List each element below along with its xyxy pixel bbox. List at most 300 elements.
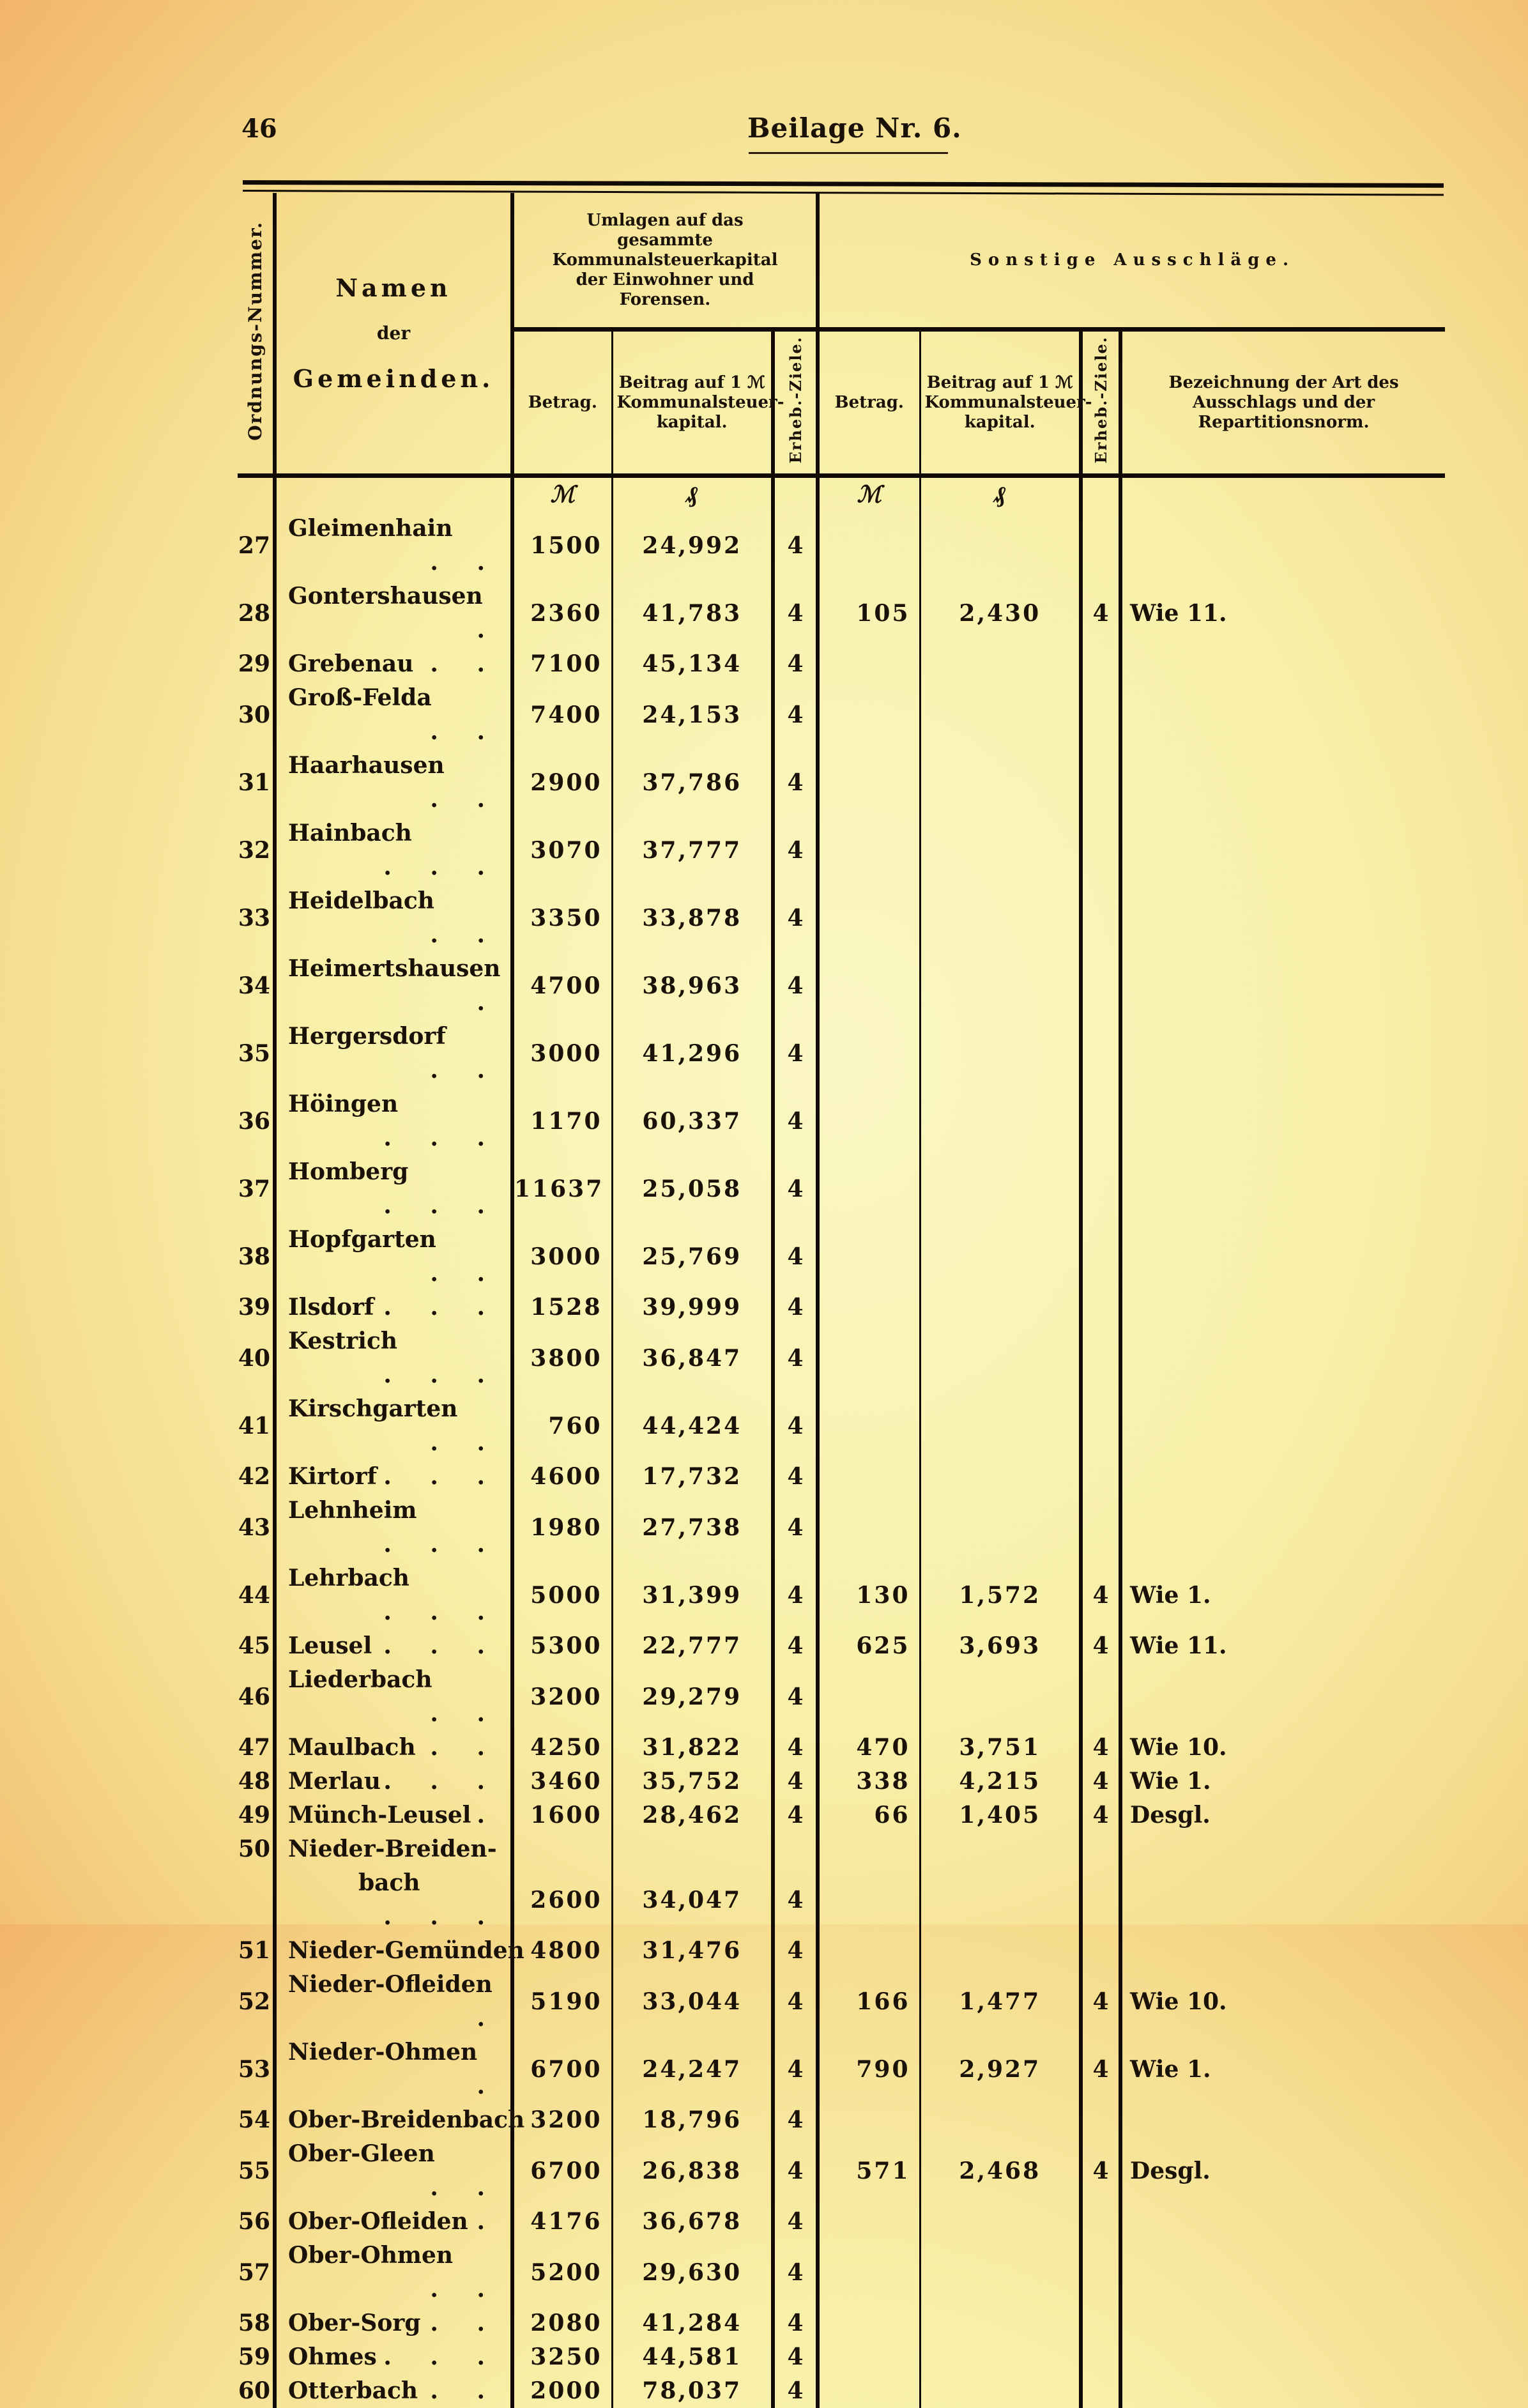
bezeichnung-cell (1120, 952, 1445, 1020)
sonstige-betrag-cell (818, 1087, 920, 1155)
sonstige-ziele-cell (1081, 1866, 1120, 1934)
row-number: 31 (238, 769, 270, 796)
betrag-cell: 6700 (512, 2137, 612, 2205)
bezeichnung-cell (1120, 817, 1445, 884)
sonstige-betrag-cell (818, 681, 920, 749)
municipality-name-text: Leusel (288, 1632, 372, 1659)
municipality-name-text: Nieder-Breiden- (288, 1836, 497, 1862)
erheb-ziele-cell: 4 (773, 884, 818, 952)
beitrag-cell: 28,462 (612, 1798, 773, 1832)
sonstige-ziele-cell: 4 (1081, 1968, 1120, 2036)
sonstige-beitrag-cell (920, 2306, 1081, 2340)
leader-dots: . . (430, 1429, 500, 1456)
sonstige-beitrag-cell (920, 2103, 1081, 2137)
table-row (238, 512, 1445, 579)
erheb-ziele-cell: 4 (773, 1798, 818, 1832)
row-number: 49 (238, 1802, 270, 1829)
bezeichnung-cell (1120, 681, 1445, 749)
betrag-cell: 3250 (512, 2340, 612, 2374)
bezeichnung-cell: Wie 11. (1120, 579, 1445, 647)
table-row (238, 2205, 1445, 2239)
bezeichnung-cell (1120, 2239, 1445, 2306)
leader-dots: . . . (383, 1768, 500, 1795)
municipality-name-text: Nieder-Gemünden (288, 1937, 524, 1964)
table-row (238, 884, 1445, 952)
sonstige-betrag-cell (818, 1832, 920, 1866)
sonstige-betrag-cell: 790 (818, 2036, 920, 2103)
header-beitrag-kapital: Beitrag auf 1 ℳ Kommunalsteuer-kapital. (612, 330, 773, 476)
sonstige-ziele-cell: 4 (1081, 1731, 1120, 1765)
units-row (238, 476, 1445, 512)
table-row (238, 1291, 1445, 1324)
sonstige-ziele-cell: 4 (1081, 1798, 1120, 1832)
header-ordnungs-nummer-label: Ordnungs-Nummer. (245, 220, 266, 441)
beitrag-cell: 37,777 (612, 817, 773, 884)
sonstige-ziele-cell (1081, 2103, 1120, 2137)
sonstige-betrag-cell (818, 1155, 920, 1223)
bezeichnung-cell (1120, 1324, 1445, 1392)
table-row (238, 1494, 1445, 1561)
page-title: Beilage Nr. 6. (747, 112, 962, 144)
betrag-cell: 3800 (512, 1324, 612, 1392)
municipality-name (275, 1155, 512, 1223)
sonstige-beitrag-cell (920, 1392, 1081, 1460)
sonstige-ziele-cell (1081, 1020, 1120, 1087)
assessment-table (238, 193, 1445, 2408)
sonstige-ziele-cell: 4 (1081, 1561, 1120, 1629)
row-number: 47 (238, 1734, 270, 1761)
row-number: 27 (238, 532, 270, 559)
leader-dots: . . . (383, 1531, 500, 1558)
municipality-name (275, 2205, 512, 2239)
table-row (238, 1731, 1445, 1765)
row-number: 48 (238, 1768, 270, 1795)
sonstige-betrag-cell: 105 (818, 579, 920, 647)
sonstige-ziele-cell (1081, 1223, 1120, 1291)
table-row (238, 2137, 1445, 2205)
table-row (238, 1087, 1445, 1155)
leader-dots: . (477, 2208, 500, 2235)
row-number: 30 (238, 701, 270, 728)
erheb-ziele-cell: 4 (773, 2205, 818, 2239)
municipality-name (275, 817, 512, 884)
municipality-name (275, 1460, 512, 1494)
table-row (238, 817, 1445, 884)
bezeichnung-cell (1120, 884, 1445, 952)
row-number: 37 (238, 1175, 270, 1202)
beitrag-cell: 33,044 (612, 1968, 773, 2036)
municipality-name-text: Ober-Breidenbach (288, 2106, 525, 2133)
erheb-ziele-cell: 4 (773, 1866, 818, 1934)
sonstige-betrag-cell: 625 (818, 1629, 920, 1663)
sonstige-beitrag-cell (920, 952, 1081, 1020)
row-number: 35 (238, 1039, 270, 1067)
erheb-ziele-cell: 4 (773, 2239, 818, 2306)
betrag-cell: 5190 (512, 1968, 612, 2036)
bezeichnung-cell (1120, 1832, 1445, 1866)
row-number: 33 (238, 904, 270, 932)
betrag-cell: 2000 (512, 2374, 612, 2408)
sonstige-beitrag-cell (920, 1866, 1081, 1934)
betrag-cell: 3000 (512, 1020, 612, 1087)
sonstige-beitrag-cell (920, 647, 1081, 681)
sonstige-ziele-cell (1081, 952, 1120, 1020)
municipality-name-text: Otterbach (288, 2377, 418, 2404)
sonstige-ziele-cell (1081, 2306, 1120, 2340)
municipality-name (275, 1832, 512, 1866)
beitrag-cell: 41,296 (612, 1020, 773, 1087)
municipality-name (275, 749, 512, 817)
beitrag-cell: 18,796 (612, 2103, 773, 2137)
beitrag-cell: 41,284 (612, 2306, 773, 2340)
bezeichnung-cell (1120, 2205, 1445, 2239)
municipality-name (275, 1020, 512, 1087)
table-row (238, 1392, 1445, 1460)
bezeichnung-cell: Wie 1. (1120, 1765, 1445, 1798)
sonstige-ziele-cell (1081, 1324, 1120, 1392)
sonstige-betrag-cell (818, 1866, 920, 1934)
erheb-ziele-cell: 4 (773, 1291, 818, 1324)
row-number: 56 (238, 2208, 270, 2235)
beitrag-cell: 22,777 (612, 1629, 773, 1663)
sonstige-betrag-cell (818, 1324, 920, 1392)
table-row (238, 647, 1445, 681)
erheb-ziele-cell: 4 (773, 681, 818, 749)
betrag-cell: 760 (512, 1392, 612, 1460)
bezeichnung-cell (1120, 2340, 1445, 2374)
betrag-cell: 3070 (512, 817, 612, 884)
sonstige-ziele-cell (1081, 1663, 1120, 1731)
leader-dots: . . . (383, 1599, 500, 1625)
header-umlagen-group: Umlagen auf das gesammte Kommunalsteuerkapital der Einwohner und Forensen. (512, 193, 818, 330)
sonstige-betrag-cell (818, 1460, 920, 1494)
municipality-name-text: Lehrbach (288, 1565, 409, 1591)
municipality-name-text: Münch-Leusel (288, 1802, 471, 1829)
sonstige-betrag-cell (818, 2306, 920, 2340)
header-betrag-2: Betrag. (818, 330, 920, 476)
beitrag-cell: 26,838 (612, 2137, 773, 2205)
beitrag-cell: 44,581 (612, 2340, 773, 2374)
header-sonstige-group: Sonstige Ausschläge. (818, 193, 1445, 330)
bezeichnung-cell (1120, 1155, 1445, 1223)
betrag-cell: 3200 (512, 2103, 612, 2137)
sonstige-beitrag-cell (920, 681, 1081, 749)
municipality-name-text: Kirschgarten (288, 1395, 458, 1422)
row-number: 41 (238, 1412, 270, 1439)
beitrag-cell: 33,878 (612, 884, 773, 952)
betrag-cell: 3350 (512, 884, 612, 952)
sonstige-ziele-cell (1081, 2340, 1120, 2374)
beitrag-cell: 36,847 (612, 1324, 773, 1392)
beitrag-cell: 60,337 (612, 1087, 773, 1155)
betrag-cell: 4600 (512, 1460, 612, 1494)
municipality-name-text: Ober-Ohmen (288, 2242, 454, 2269)
sonstige-beitrag-cell: 3,693 (920, 1629, 1081, 1663)
beitrag-cell: 38,963 (612, 952, 773, 1020)
sonstige-beitrag-cell (920, 1291, 1081, 1324)
table-row (238, 1155, 1445, 1223)
table-row (238, 1629, 1445, 1663)
table-row (238, 2103, 1445, 2137)
table-row (238, 2036, 1445, 2103)
erheb-ziele-cell: 4 (773, 1968, 818, 2036)
header-namen-line1: Namen (335, 273, 452, 302)
table-row (238, 681, 1445, 749)
municipality-name (275, 2239, 512, 2306)
table-row (238, 1663, 1445, 1731)
municipality-name (275, 1934, 524, 1968)
bezeichnung-cell (1120, 1866, 1445, 1934)
erheb-ziele-cell: 4 (773, 817, 818, 884)
row-number: 32 (238, 836, 270, 864)
sonstige-betrag-cell (818, 952, 920, 1020)
sonstige-beitrag-cell (920, 884, 1081, 952)
row-number: 44 (238, 1581, 270, 1609)
row-number: 55 (238, 2157, 270, 2184)
sonstige-betrag-cell (818, 884, 920, 952)
municipality-name-text: Homberg (288, 1158, 409, 1185)
municipality-name (275, 884, 512, 952)
erheb-ziele-cell: 4 (773, 579, 818, 647)
municipality-name (275, 1968, 512, 2036)
erheb-ziele-cell: 4 (773, 647, 818, 681)
header-namen-line2: der (376, 323, 411, 344)
sonstige-beitrag-cell: 2,927 (920, 2036, 1081, 2103)
row-number: 59 (238, 2343, 270, 2370)
sonstige-betrag-cell (818, 2239, 920, 2306)
municipality-name (275, 1561, 512, 1629)
bezeichnung-cell (1120, 1223, 1445, 1291)
betrag-cell: 5000 (512, 1561, 612, 1629)
table-row (238, 2374, 1445, 2408)
sonstige-beitrag-cell (920, 1934, 1081, 1968)
sonstige-ziele-cell (1081, 512, 1120, 579)
beitrag-cell: 41,783 (612, 579, 773, 647)
betrag-cell: 3200 (512, 1663, 612, 1731)
sonstige-betrag-cell (818, 749, 920, 817)
header-beitrag-kapital-2: Beitrag auf 1 ℳ Kommunalsteuer-kapital. (920, 330, 1081, 476)
erheb-ziele-cell: 4 (773, 2137, 818, 2205)
sonstige-betrag-cell: 166 (818, 1968, 920, 2036)
unit-pfennig: ₰ (612, 476, 773, 512)
betrag-cell: 3000 (512, 1223, 612, 1291)
municipality-name-text: Groß-Felda (288, 684, 432, 711)
sonstige-beitrag-cell (920, 512, 1081, 579)
header-erheb-ziele-2-label: Erheb.-Ziele. (1091, 336, 1110, 464)
header-namen-line3: Gemeinden. (293, 364, 494, 393)
bezeichnung-cell (1120, 647, 1445, 681)
bezeichnung-cell: Desgl. (1120, 1798, 1445, 1832)
sonstige-betrag-cell (818, 2340, 920, 2374)
municipality-name-text: Liederbach (288, 1666, 432, 1693)
leader-dots: . . . (383, 1192, 500, 1219)
leader-dots: . . (430, 2377, 500, 2404)
sonstige-beitrag-cell (920, 2340, 1081, 2374)
row-number (238, 1866, 275, 1934)
municipality-name (275, 1629, 512, 1663)
municipality-name (275, 952, 512, 1020)
beitrag-cell: 25,769 (612, 1223, 773, 1291)
municipality-name-text: Gontershausen (288, 583, 483, 610)
municipality-name (275, 2340, 512, 2374)
sonstige-beitrag-cell: 4,215 (920, 1765, 1081, 1798)
municipality-name (275, 2374, 512, 2408)
bezeichnung-cell (1120, 749, 1445, 817)
sonstige-ziele-cell (1081, 1291, 1120, 1324)
table-top-rule (243, 180, 1444, 188)
beitrag-cell: 78,037 (612, 2374, 773, 2408)
table-row (238, 1324, 1445, 1392)
sonstige-beitrag-cell (920, 1155, 1081, 1223)
row-number: 46 (238, 1683, 270, 1710)
leader-dots: . . . (383, 1463, 500, 1490)
municipality-name-text: Ober-Sorg (288, 2310, 421, 2336)
municipality-name (275, 1663, 512, 1731)
leader-dots: . . (430, 1734, 500, 1761)
row-number: 52 (238, 1988, 270, 2015)
municipality-name-text: Nieder-Ofleiden (288, 1971, 493, 1998)
municipality-name (275, 1392, 512, 1460)
sonstige-beitrag-cell: 3,751 (920, 1731, 1081, 1765)
sonstige-beitrag-cell (920, 2374, 1081, 2408)
erheb-ziele-cell: 4 (773, 1561, 818, 1629)
table-row (238, 2306, 1445, 2340)
erheb-ziele-cell: 4 (773, 1155, 818, 1223)
sonstige-beitrag-cell (920, 2239, 1081, 2306)
row-number: 36 (238, 1107, 270, 1135)
sonstige-betrag-cell (818, 512, 920, 579)
leader-dots: . . (430, 718, 500, 745)
municipality-name-text: Haarhausen (288, 752, 445, 779)
municipality-name (275, 579, 512, 647)
betrag-cell: 6700 (512, 2036, 612, 2103)
sonstige-ziele-cell (1081, 1832, 1120, 1866)
erheb-ziele-cell: 4 (773, 1020, 818, 1087)
betrag-cell: 1600 (512, 1798, 612, 1832)
sonstige-ziele-cell (1081, 2239, 1120, 2306)
bezeichnung-cell (1120, 1291, 1445, 1324)
row-number: 54 (238, 2106, 270, 2133)
sonstige-beitrag-cell (920, 1663, 1081, 1731)
municipality-name (275, 1494, 512, 1561)
table-row (238, 1223, 1445, 1291)
municipality-name (275, 2036, 512, 2103)
sonstige-ziele-cell (1081, 817, 1120, 884)
beitrag-cell: 29,630 (612, 2239, 773, 2306)
table-row (238, 579, 1445, 647)
bezeichnung-cell: Wie 10. (1120, 1968, 1445, 2036)
sonstige-ziele-cell: 4 (1081, 1765, 1120, 1798)
beitrag-cell: 31,476 (612, 1934, 773, 1968)
leader-dots: . (477, 617, 500, 643)
table-row (238, 1832, 1445, 1866)
header-erheb-ziele-label: Erheb.-Ziele. (786, 336, 805, 464)
leader-dots: . . (430, 2276, 500, 2303)
unit-mark-2: ℳ (818, 476, 920, 512)
sonstige-betrag-cell: 130 (818, 1561, 920, 1629)
sonstige-ziele-cell (1081, 647, 1120, 681)
betrag-cell: 1170 (512, 1087, 612, 1155)
sonstige-betrag-cell (818, 817, 920, 884)
table-row (238, 952, 1445, 1020)
beitrag-cell: 31,822 (612, 1731, 773, 1765)
municipality-name (275, 681, 512, 749)
title-underline (749, 152, 948, 154)
beitrag-cell: 39,999 (612, 1291, 773, 1324)
erheb-ziele-cell: 4 (773, 1223, 818, 1291)
table-row (238, 1798, 1445, 1832)
sonstige-beitrag-cell (920, 1494, 1081, 1561)
betrag-cell: 11637 (512, 1155, 612, 1223)
sonstige-beitrag-cell: 1,405 (920, 1798, 1081, 1832)
row-number: 28 (238, 599, 270, 627)
row-number: 57 (238, 2258, 270, 2286)
sonstige-beitrag-cell (920, 817, 1081, 884)
beitrag-cell: 27,738 (612, 1494, 773, 1561)
sonstige-ziele-cell (1081, 1934, 1120, 1968)
erheb-ziele-cell: 4 (773, 1663, 818, 1731)
sonstige-beitrag-cell: 2,468 (920, 2137, 1081, 2205)
sonstige-beitrag-cell (920, 1223, 1081, 1291)
municipality-name (275, 2103, 525, 2137)
table-row (238, 2340, 1445, 2374)
row-number: 42 (238, 1463, 270, 1490)
row-number: 51 (238, 1937, 270, 1964)
sonstige-beitrag-cell (920, 2205, 1081, 2239)
leader-dots: . (477, 2073, 500, 2099)
leader-dots: . . (430, 2310, 500, 2336)
sonstige-beitrag-cell: 2,430 (920, 579, 1081, 647)
table-row (238, 1968, 1445, 2036)
leader-dots: . (477, 1802, 500, 1829)
table-row (238, 2239, 1445, 2306)
beitrag-cell: 24,992 (612, 512, 773, 579)
leader-dots: . . . (383, 1632, 500, 1659)
erheb-ziele-cell: 4 (773, 2306, 818, 2340)
sonstige-ziele-cell (1081, 1087, 1120, 1155)
beitrag-cell: 35,752 (612, 1765, 773, 1798)
municipality-name-text: Heimertshausen (288, 955, 501, 982)
municipality-name-text: Ohmes (288, 2343, 377, 2370)
sonstige-betrag-cell (818, 1291, 920, 1324)
bezeichnung-cell (1120, 2374, 1445, 2408)
leader-dots: . . . (383, 1124, 500, 1151)
sonstige-betrag-cell (818, 1663, 920, 1731)
beitrag-cell: 31,399 (612, 1561, 773, 1629)
municipality-name-text: Maulbach (288, 1734, 416, 1761)
unit-mark: ℳ (512, 476, 612, 512)
betrag-cell: 4800 (512, 1934, 612, 1968)
municipality-name-text: Nieder-Ohmen (288, 2039, 478, 2066)
row-number: 50 (238, 1836, 270, 1862)
row-number: 43 (238, 1514, 270, 1541)
erheb-ziele-cell: 4 (773, 2374, 818, 2408)
leader-dots: . (477, 989, 500, 1016)
leader-dots: . . . (383, 1294, 500, 1321)
erheb-ziele-cell: 4 (773, 1460, 818, 1494)
sonstige-betrag-cell: 66 (818, 1798, 920, 1832)
bezeichnung-cell: Wie 1. (1120, 1561, 1445, 1629)
table-row (238, 1866, 1445, 1934)
row-number: 58 (238, 2310, 270, 2336)
sonstige-ziele-cell (1081, 749, 1120, 817)
leader-dots: . . (430, 549, 500, 576)
erheb-ziele-cell: 4 (773, 1731, 818, 1765)
sonstige-beitrag-cell: 1,477 (920, 1968, 1081, 2036)
row-number: 45 (238, 1632, 270, 1659)
erheb-ziele-cell: 4 (773, 2036, 818, 2103)
unit-pfennig-2: ₰ (920, 476, 1081, 512)
